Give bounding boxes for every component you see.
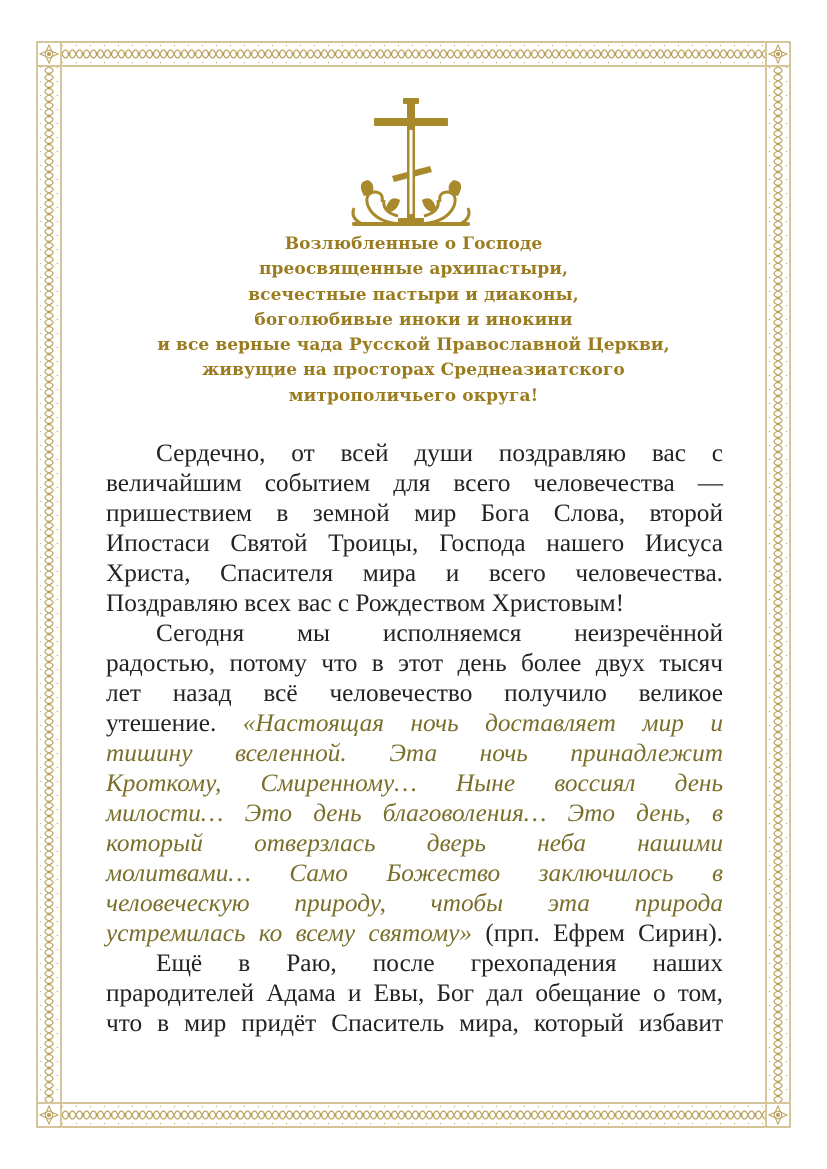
ornamental-border-top: [62, 41, 765, 67]
ornamental-border-right: [765, 67, 791, 1102]
border-corner-top-right: [765, 41, 791, 67]
quote-fragment: «Настоящая ночь доставляет мир и: [242, 709, 723, 737]
quote-fragment: устремилась ко всему святому»: [106, 919, 473, 947]
ornamental-border-left: [36, 67, 62, 1102]
text-line: прародителей Адама и Евы, Бог дал обещание о том,: [106, 979, 723, 1007]
text-line: что в мир придёт Спаситель мира, который избавит: [106, 1009, 723, 1037]
greeting-line: и все верные чада Русской Православной Церкви,: [157, 335, 670, 356]
text-fragment: утешение.: [106, 709, 217, 737]
border-corner-top-left: [36, 41, 62, 67]
quote-line: молитвами… Само Божество заключилось в: [106, 859, 723, 887]
text-line: величайшим событием для всего человечества —: [106, 469, 723, 497]
greeting-line: митрополичьего округа!: [288, 385, 539, 406]
text-line: Поздравляю всех вас с Рождеством Христовым!: [106, 589, 625, 617]
text-line-mixed: [106, 708, 723, 738]
quote-line: милости… Это день благоволения… Это день, в: [106, 799, 723, 827]
greeting-line: Возлюбленные о Господе: [284, 234, 543, 254]
quote-line: который отверзлась дверь неба нашими: [106, 829, 723, 857]
quote-line: человеческую природу, чтобы эта природа: [106, 889, 723, 917]
text-line: Ипостаси Святой Троицы, Господа нашего Иисуса: [106, 529, 723, 557]
text-line: лет назад всё человечество получило великое: [106, 679, 723, 707]
greeting-heading: [120, 232, 707, 409]
orthodox-cross-icon: [346, 96, 476, 230]
quote-line-mixed: [106, 918, 723, 948]
text-line: Ещё в Раю, после грехопадения наших: [156, 949, 723, 977]
quote-line: Кроткому, Смиренному… Ныне воссиял день: [106, 769, 723, 797]
text-line: Сердечно, от всей души поздравляю вас с: [156, 439, 723, 467]
border-corner-bottom-right: [765, 1102, 791, 1128]
text-line: радостью, потому что в этот день более двух тысяч: [106, 649, 723, 677]
border-corner-bottom-left: [36, 1102, 62, 1128]
greeting-line: живущие на просторах Среднеазиатского: [202, 360, 625, 381]
text-line: пришествием в земной мир Бога Слова, второй: [106, 499, 723, 527]
attribution: (прп. Ефрем Сирин).: [485, 919, 724, 947]
text-line: Сегодня мы исполняемся неизречённой: [156, 619, 723, 647]
ornamental-border-bottom: [62, 1102, 765, 1128]
quote-line: тишину вселенной. Эта ночь принадлежит: [106, 739, 723, 767]
text-line: Христа, Спасителя мира и всего человечества.: [106, 559, 723, 587]
greeting-line: преосвященные архипастыри,: [258, 259, 569, 280]
greeting-line: всечестные пастыри и диаконы,: [248, 284, 579, 305]
greeting-line: боголюбивые иноки и инокини: [254, 309, 573, 330]
